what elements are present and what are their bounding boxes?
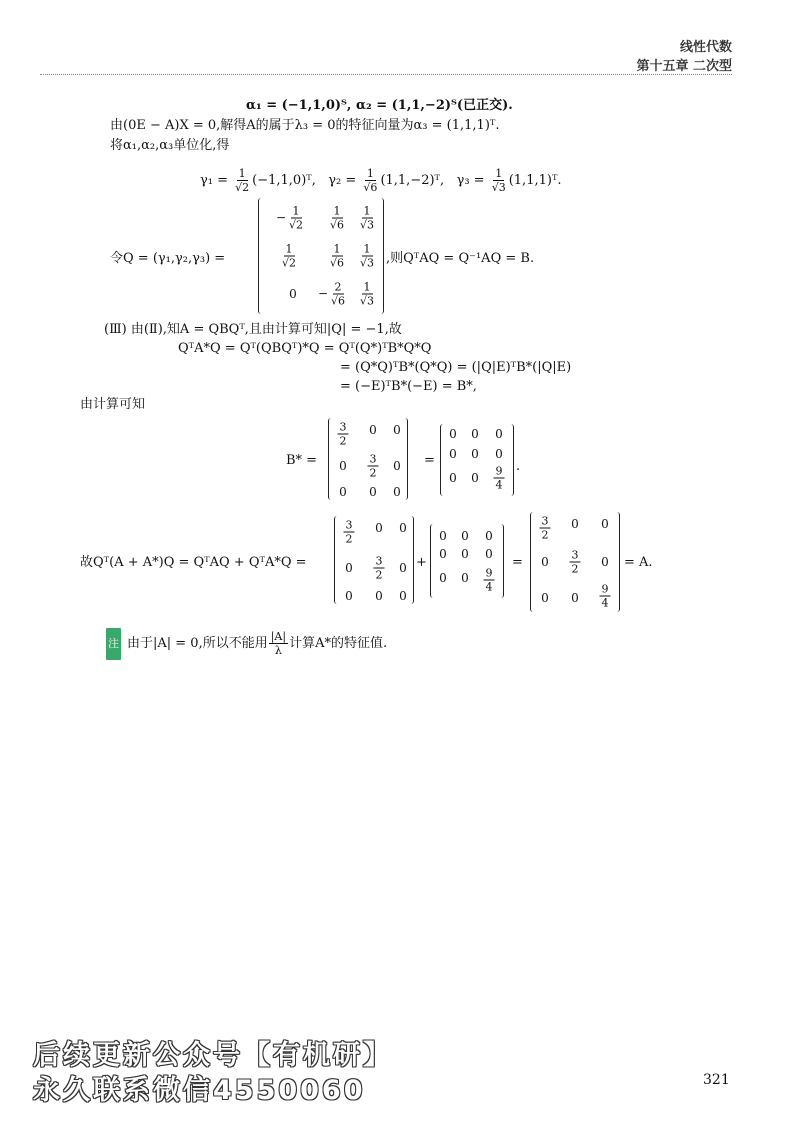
gamma2-coef: $\frac{1}{√6}$: [363, 167, 378, 194]
q-r3c3: $\frac{1}{√3}$: [359, 280, 375, 308]
q-r3c1: 0: [289, 287, 297, 301]
header-chapter-title: 第十五章 二次型: [636, 59, 732, 74]
q-matrix: [258, 198, 384, 314]
b-star-label: B* =: [286, 453, 318, 468]
watermark-line2: 永久联系微信4550060: [33, 1075, 366, 1106]
note-tag: 注: [106, 628, 121, 660]
sum-matrix-a: $\frac{3}{2}$ 0 0 0 $\frac{3}{2}$ 0 0 0 $\frac{9}{4}$: [530, 512, 620, 612]
note-text-a: 由于|A| = 0,所以不能用: [127, 636, 268, 651]
gamma1-coef: $\frac{1}{√2}$: [235, 167, 250, 194]
gamma1-vector: (−1,1,0)ᵀ,: [252, 173, 316, 188]
q-definition-label: 令Q = (γ₁,γ₂,γ₃) =: [110, 251, 226, 266]
header-book-title: 线性代数: [679, 40, 732, 55]
derivation-step1: QᵀA*Q = Qᵀ(QBQᵀ)*Q = Qᵀ(Q*)ᵀB*Q*Q: [178, 341, 432, 356]
orthogonal-vectors-line: α₁ = (−1,1,0)ᵀ, α₂ = (1,1,−2)ᵀ(已正交).: [246, 98, 513, 113]
q-r1c3: $\frac{1}{√3}$: [359, 204, 375, 232]
b-star-matrix-right: 0 0 0 0 0 0 0 0 $\frac{9}{4}$: [440, 424, 514, 496]
sum-equals: =: [512, 555, 523, 570]
note-line: [106, 628, 387, 660]
q-r1c2: $\frac{1}{√6}$: [329, 204, 345, 232]
gamma1-label: γ₁ =: [200, 173, 233, 188]
watermark-line1: 后续更新公众号【有机研】: [33, 1040, 393, 1071]
eigenvector-line: 由(0E − A)X = 0,解得A的属于λ₃ = 0的特征向量为α₃ = (1,1,1)ᵀ.: [110, 118, 500, 133]
gamma3-vector: (1,1,1)ᵀ.: [508, 173, 562, 188]
derivation-step3: = (−E)ᵀB*(−E) = B*,: [340, 379, 477, 394]
header-divider: [40, 74, 732, 75]
part-three-intro: (Ⅲ) 由(Ⅱ),知A = QBQᵀ,且由计算可知|Q| = −1,故: [104, 322, 402, 337]
page-number: 321: [703, 1072, 730, 1088]
b-star-equals: =: [424, 453, 435, 468]
q-r2c3: $\frac{1}{√3}$: [359, 242, 375, 270]
gamma2-vector: (1,1,−2)ᵀ,: [380, 173, 445, 188]
final-sum-label: 故Qᵀ(A + A*)Q = QᵀAQ + QᵀA*Q =: [80, 555, 307, 570]
sum-matrix-b-star: 0 0 0 0 0 0 0 0 $\frac{9}{4}$: [430, 524, 504, 598]
b-star-period: .: [516, 459, 521, 474]
b-star-matrix-left: $\frac{3}{2}$ 0 0 0 $\frac{3}{2}$ 0 0 0 0: [328, 418, 408, 500]
gamma2-label: γ₂ =: [328, 173, 361, 188]
normalize-line: 将α₁,α₂,α₃单位化,得: [110, 138, 230, 153]
derivation-step2: = (Q*Q)ᵀB*(Q*Q) = (|Q|E)ᵀB*(|Q|E): [340, 360, 572, 375]
q-r2c1: $\frac{1}{√2}$: [281, 242, 297, 270]
q-r3c2: − $\frac{2}{√6}$: [317, 280, 346, 308]
sum-plus: +: [416, 555, 427, 570]
q-r2c2: $\frac{1}{√6}$: [329, 242, 345, 270]
unit-vectors-line: [200, 163, 562, 199]
note-text-b: 计算A*的特征值.: [289, 636, 388, 651]
gamma3-label: γ₃ =: [456, 173, 489, 188]
computation-intro: 由计算可知: [80, 397, 146, 412]
gamma3-coef: $\frac{1}{√3}$: [491, 167, 506, 194]
sum-result: = A.: [624, 555, 653, 570]
q-diagonalization-text: ,则QᵀAQ = Q⁻¹AQ = B.: [386, 251, 535, 266]
note-fraction: $\frac{|A|}{\lambda}$: [270, 630, 287, 657]
q-r1c1: − $\frac{1}{√2}$: [275, 204, 304, 232]
sum-matrix-b: $\frac{3}{2}$ 0 0 0 $\frac{3}{2}$ 0 0 0 0: [334, 516, 414, 604]
